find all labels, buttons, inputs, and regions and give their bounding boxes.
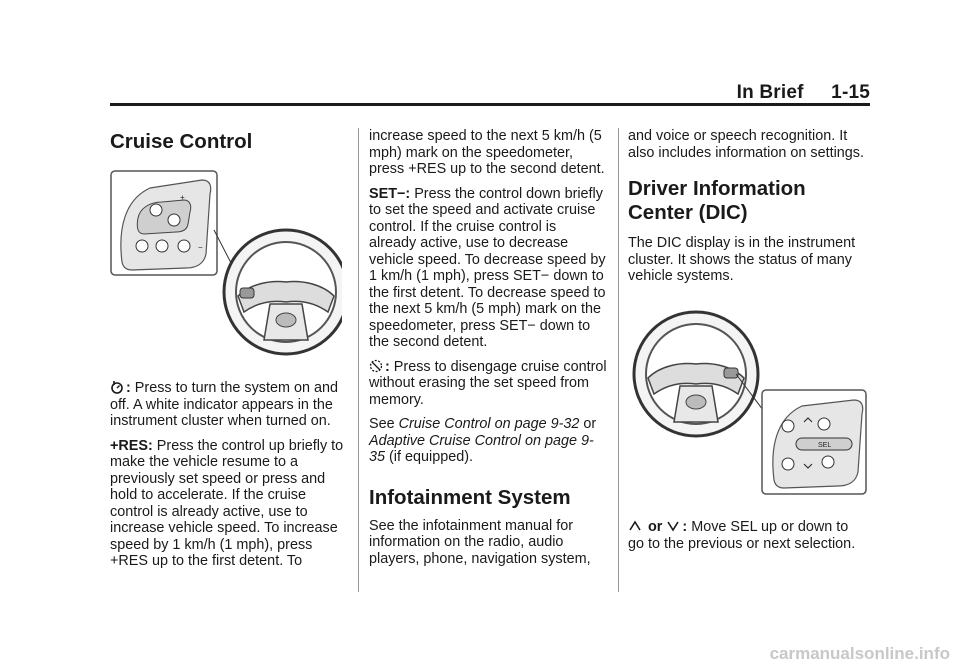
chevron-down-icon (666, 519, 680, 533)
column-2 (369, 128, 607, 575)
cruise-onoff-icon (110, 380, 124, 394)
infotainment-continued-text: and voice or speech recognition. It also includes information on settings. (628, 128, 864, 161)
cancel-text: Press to disengage cruise control without erasing the set speed from memory. (369, 358, 607, 408)
res-label: +RES: (110, 437, 153, 454)
column-divider-1 (358, 128, 359, 592)
header-rule (110, 103, 870, 106)
res-text: Press the control up briefly to make the vehicle resume to a previously set speed or press and hold to accelerate. If the cruise control is already active, use to increase vehicle speed. To increase speed by 1 km/h (1 mph), press +RES up to the first detent. To (110, 437, 344, 569)
column-3 (628, 128, 866, 293)
res-paragraph (110, 438, 348, 570)
res-continued-text: increase speed to the next 5 km/h (5 mph) mark on the speedometer, press +RES up to the second detent. (369, 128, 605, 177)
onoff-text: Press to turn the system on and off. A white indicator appears in the instrument cluster when turned on. (110, 380, 338, 429)
chevron-up-icon (628, 519, 642, 533)
svg-text:−: − (198, 243, 203, 252)
adaptive-cruise-reference-link[interactable]: Adaptive Cruise Control on page 9-35 (369, 432, 594, 465)
onoff-paragraph (110, 380, 348, 430)
cancel-paragraph (369, 359, 607, 409)
cruise-cancel-icon (369, 359, 383, 373)
dic-text: The DIC display is in the instrument cluster. It shows the status of many vehicle systems. (628, 235, 856, 284)
cruise-control-reference-link[interactable]: Cruise Control on page 9-32 (398, 416, 580, 432)
column-1-text (110, 380, 348, 578)
infotainment-heading: Infotainment System (369, 485, 571, 509)
section-name: In Brief (736, 82, 804, 103)
page-number: 1-15 (831, 82, 870, 103)
svg-text:SEL: SEL (818, 442, 832, 449)
dic-heading: Driver Information Center (DIC) (628, 177, 806, 224)
onoff-label: : (126, 380, 131, 396)
steering-wheel-dic-figure (628, 304, 868, 496)
sel-paragraph: or : Move SEL up or down to go to the previous or next selection. (628, 519, 856, 552)
page-header (737, 82, 870, 104)
sel-or: or (648, 519, 663, 535)
cruise-control-heading: Cruise Control (110, 130, 253, 153)
set-paragraph (369, 186, 607, 351)
column-divider-2 (618, 128, 619, 592)
infotainment-text: See the infotainment manual for information on the radio, audio players, phone, navigation system, (369, 517, 591, 567)
cancel-label: : (385, 358, 390, 375)
watermark: carmanualsonline.info (769, 644, 950, 663)
set-text: Press the control down briefly to set the speed and activate cruise control. If the cruise control is already active, use to decrease vehicle speed. To decrease speed by 1 km/h (1 mph), press SET− down to the first detent. To decrease speed to the next 5 km/h (5 mph) mark on the speedometer, press SET− down to the second detent. (369, 185, 606, 350)
set-label: SET−: (369, 185, 411, 202)
column-1 (110, 126, 348, 154)
see-also-paragraph: See Cruise Control on page 9-32 or Adaptive Cruise Control on page 9-35 (if equipped). (369, 416, 597, 465)
steering-wheel-cruise-figure (110, 170, 342, 360)
sel-text: Move SEL up or down to go to the previous or next selection. (628, 519, 856, 552)
svg-text:+: + (180, 193, 185, 202)
